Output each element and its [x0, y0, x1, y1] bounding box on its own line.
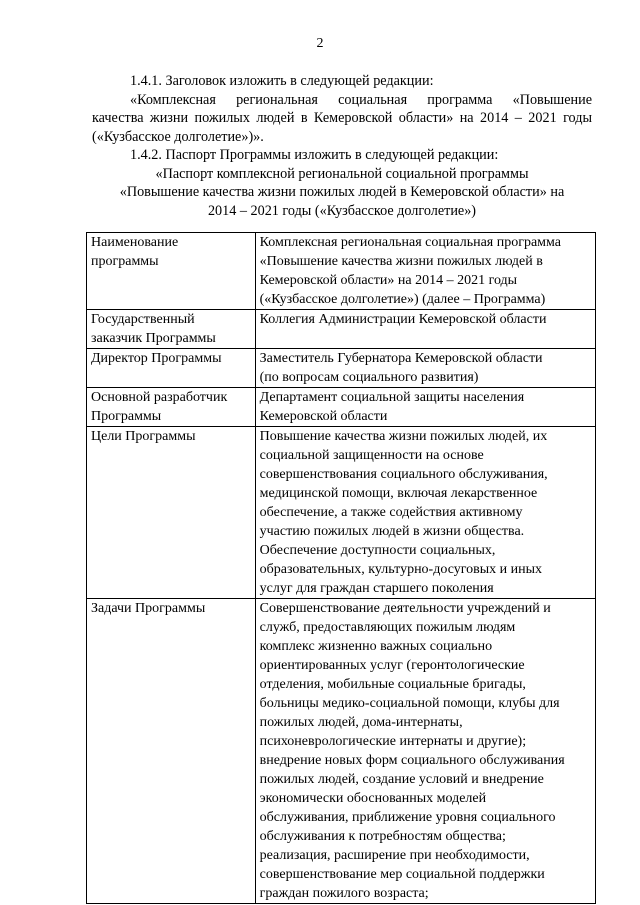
intro-section [92, 72, 592, 220]
page-number: 2 [316, 36, 324, 51]
row-value-line: («Кузбасское долголетие») (далее – Программа) [259, 292, 546, 307]
row-value-line: медицинской помощи, включая лекарственное [259, 486, 538, 501]
row-value-line: Совершенствование деятельности учреждений и [259, 601, 551, 616]
row-value-line: образовательных, культурно-досуговых и иных [259, 562, 543, 577]
row-value-cell [255, 388, 595, 427]
row-label-cell [87, 388, 256, 427]
passport-title-line-1: «Паспорт комплексной региональной социальной программы [155, 165, 529, 182]
row-value-cell [255, 599, 595, 904]
row-value-line: Повышение качества жизни пожилых людей, их [259, 429, 548, 444]
row-label-line: Цели Программы [91, 429, 196, 444]
row-value-line: Комплексная региональная социальная программа [259, 235, 562, 250]
row-value-cell [255, 233, 595, 310]
row-value-line: психоневрологические интернаты и другие); [259, 734, 527, 749]
row-value-line: услуг для граждан старшего поколения [259, 581, 494, 596]
row-value-line: больницы медико-социальной помощи, клубы для [259, 696, 560, 711]
table-row [87, 427, 596, 599]
row-value-cell [255, 310, 595, 349]
row-value-line: обеспечение, а также содействия активному [259, 505, 523, 520]
row-value-cell [255, 349, 595, 388]
row-value-line: Обеспечение доступности социальных, [259, 543, 496, 558]
row-value-line: комплекс жизненно важных социально [259, 639, 493, 654]
row-value-line: Кемеровской области [259, 409, 388, 424]
row-label-cell [87, 310, 256, 349]
row-value-line: Кемеровской области» на 2014 – 2021 годы [259, 273, 518, 288]
table-row [87, 233, 596, 310]
row-label-cell [87, 233, 256, 310]
row-value-line: пожилых людей, дома-интернаты, [259, 715, 463, 730]
program-title-line-3: («Кузбасское долголетие»)». [92, 128, 264, 145]
row-label-cell [87, 599, 256, 904]
row-value-line: внедрение новых форм социального обслуживания [259, 753, 565, 768]
item-1-4-1: 1.4.1. Заголовок изложить в следующей редакции: [130, 73, 434, 89]
row-value-line: совершенствование мер социальной поддержки [259, 867, 545, 882]
row-label-line: Директор Программы [91, 351, 222, 366]
passport-table-body [87, 233, 596, 904]
row-label-line: Основной разработчик [91, 390, 228, 405]
passport-title-line-2: «Повышение качества жизни пожилых людей в Кемеровской области» на [119, 184, 565, 200]
table-row [87, 388, 596, 427]
table-row [87, 599, 596, 904]
row-value-line: отделения, мобильные социальные бригады, [259, 677, 526, 692]
row-label-cell [87, 349, 256, 388]
row-value-line: обслуживания, приближение уровня социального [259, 810, 556, 825]
item-1-4-2: 1.4.2. Паспорт Программы изложить в следующей редакции: [130, 147, 499, 163]
program-title-line-1: «Комплексная региональная социальная программа «Повышение [130, 91, 592, 108]
row-label-line: заказчик Программы [91, 331, 216, 346]
row-value-line: Департамент социальной защиты населения [259, 390, 525, 405]
table-row [87, 349, 596, 388]
row-value-line: обслуживания к потребностям общества; [259, 829, 506, 844]
row-value-line: экономически обоснованных моделей [259, 791, 487, 806]
row-label-line: Задачи Программы [91, 601, 206, 616]
row-value-line: социальной защищенности на основе [259, 448, 484, 463]
row-label-cell [87, 427, 256, 599]
passport-table [86, 232, 596, 904]
row-value-line: граждан пожилого возраста; [259, 886, 429, 901]
row-label-line: Наименование [91, 235, 179, 250]
row-value-line: реализация, расширение при необходимости, [259, 848, 530, 863]
row-label-line: Государственный [91, 312, 195, 327]
passport-title-line-3: 2014 – 2021 годы («Кузбасское долголетие») [207, 202, 477, 219]
row-label-line: Программы [91, 409, 162, 424]
row-value-line: служб, предоставляющих пожилым людям [259, 620, 516, 635]
row-value-line: (по вопросам социального развития) [259, 370, 479, 385]
row-value-line: совершенствования социального обслуживания, [259, 467, 548, 482]
row-value-line: ориентированных услуг (геронтологические [259, 658, 525, 673]
row-value-line: пожилых людей, создание условий и внедрение [259, 772, 544, 787]
row-value-line: участию пожилых людей в жизни общества. [259, 524, 525, 539]
row-value-line: Заместитель Губернатора Кемеровской области [259, 351, 543, 366]
row-value-cell [255, 427, 595, 599]
row-label-line: программы [91, 254, 159, 269]
table-row [87, 310, 596, 349]
program-title-line-2: качества жизни пожилых людей в Кемеровской области» на 2014 – 2021 годы [92, 110, 592, 126]
row-value-line: Коллегия Администрации Кемеровской области [259, 312, 547, 327]
row-value-line: «Повышение качества жизни пожилых людей в [259, 254, 543, 269]
